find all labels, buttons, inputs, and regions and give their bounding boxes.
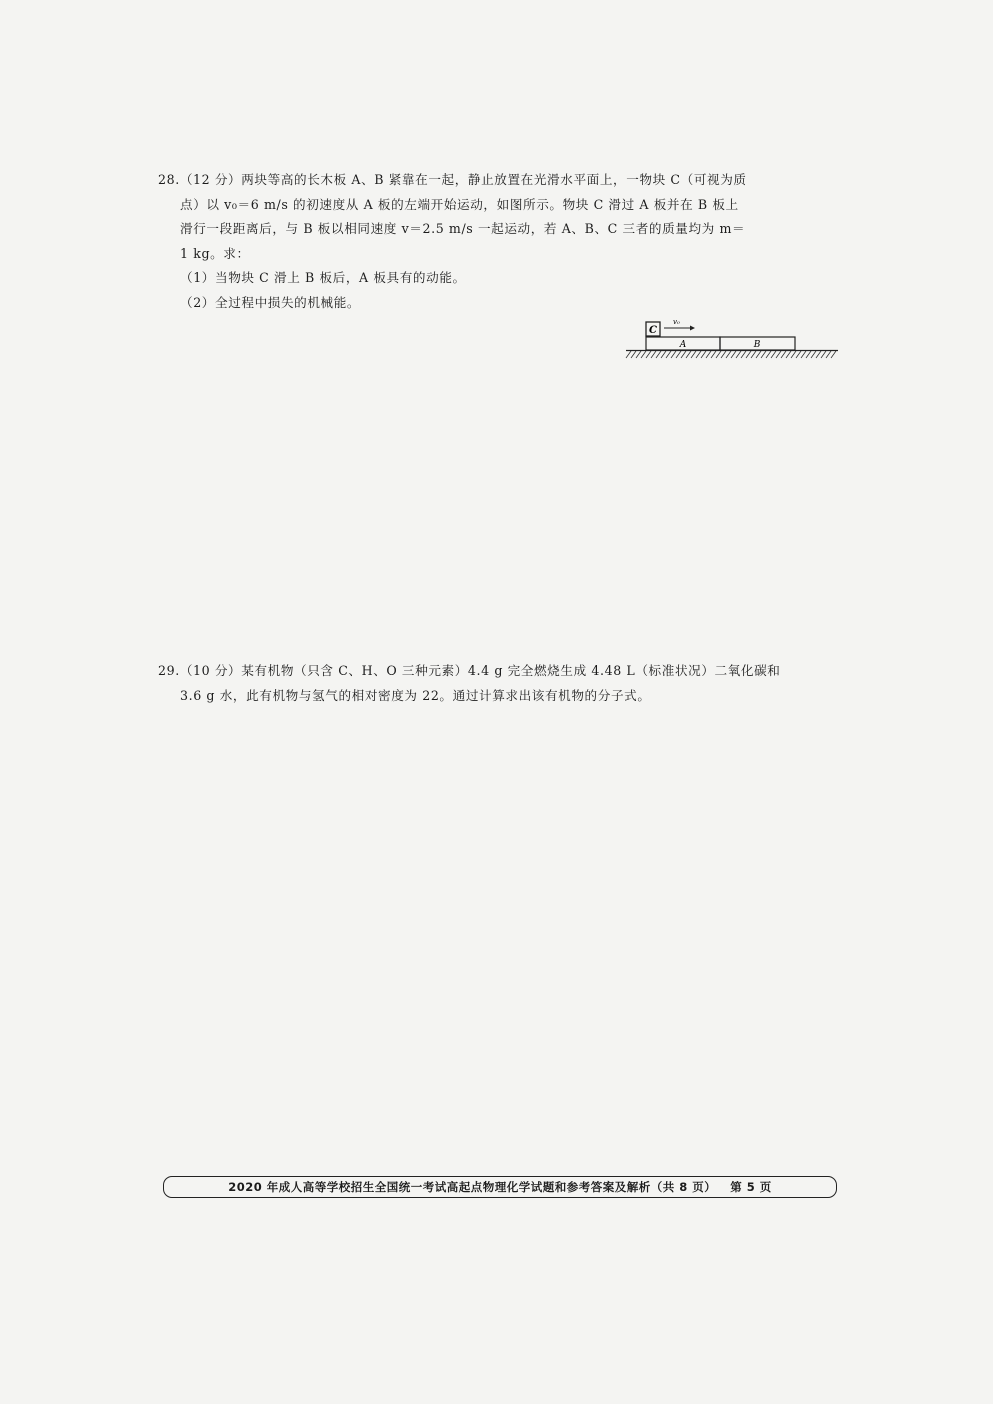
board-b-label: B xyxy=(753,340,761,350)
question-29-line: 29.（10 分）某有机物（只含 C、H、O 三种元素）4.4 g 完全燃烧生成 4.48 L（标准状况）二氧化碳和 xyxy=(158,663,781,678)
question-29 xyxy=(158,659,848,708)
velocity-arrow-head xyxy=(690,326,695,331)
question-28 xyxy=(158,168,848,315)
question-28-line: 28.（12 分）两块等高的长木板 A、B 紧靠在一起，静止放置在光滑水平面上，一物块 C（可视为质 xyxy=(158,172,747,187)
velocity-label: v₀ xyxy=(673,318,680,326)
board-a-label: A xyxy=(679,340,687,350)
question-28-line: 点）以 v₀＝6 m/s 的初速度从 A 板的左端开始运动，如图所示。物块 C 滑过 A 板并在 B 板上 xyxy=(180,196,739,212)
footer-title: 2020 年成人高等学校招生全国统一考试高起点物理化学试题和参考答案及解析（共 8 页） xyxy=(228,1180,717,1194)
question-28-subquestion-2: （2）全过程中损失的机械能。 xyxy=(180,294,361,310)
page-footer xyxy=(163,1176,837,1198)
ground-hatching xyxy=(626,351,836,358)
block-c-label: C xyxy=(649,325,657,336)
question-28-line: 1 kg。求： xyxy=(180,245,250,261)
page-number: 第 5 页 xyxy=(730,1180,772,1194)
question-29-line: 3.6 g 水，此有机物与氢气的相对密度为 22。通过计算求出该有机物的分子式。 xyxy=(180,687,651,703)
question-28-subquestion-1: （1）当物块 C 滑上 B 板后，A 板具有的动能。 xyxy=(180,270,466,285)
question-28-line: 滑行一段距离后，与 B 板以相同速度 v＝2.5 m/s 一起运动，若 A、B、C 三者的质量均为 m＝ xyxy=(180,221,746,236)
boards-diagram xyxy=(624,316,840,360)
